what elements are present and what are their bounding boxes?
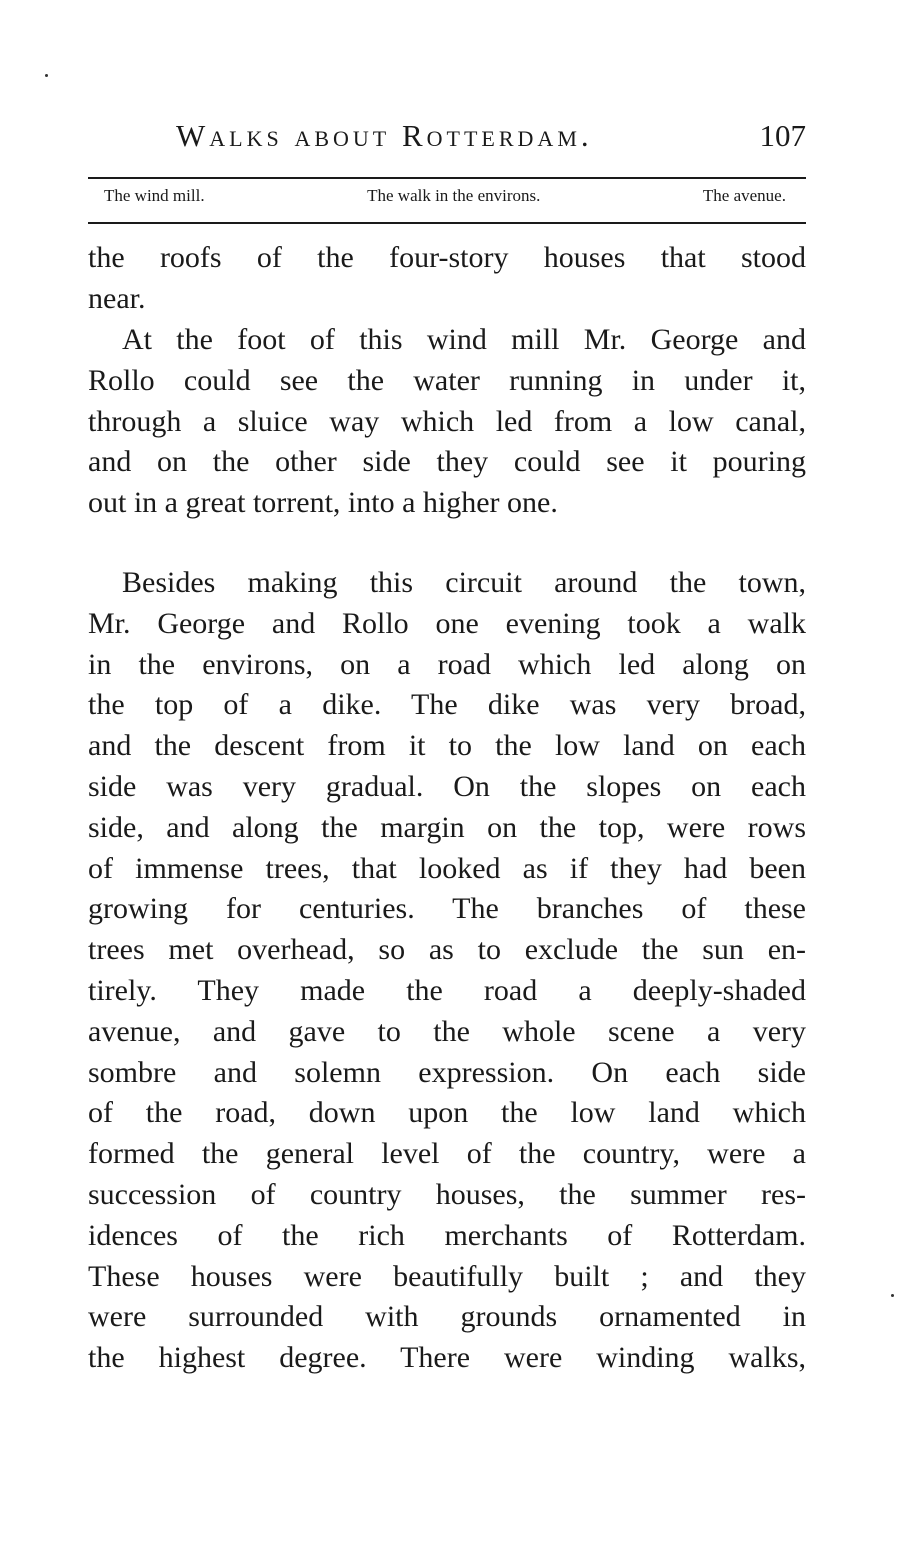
text-line: Mr. George and Rollo one evening took a walk <box>88 606 806 640</box>
text-line: tirely. They made the road a deeply-shaded <box>88 973 806 1007</box>
paragraph-wind-mill <box>88 320 806 524</box>
text-line: and the descent from it to the low land on each <box>88 729 806 763</box>
text-line: and on the other side they could see it pouring <box>88 445 806 479</box>
text-line: of the road, down upon the low land which <box>88 1096 806 1130</box>
header-rule-bottom <box>88 222 806 224</box>
paragraph-environs-walk <box>88 563 806 1379</box>
running-head <box>88 118 806 162</box>
subhead-wind-mill: The wind mill. <box>104 186 205 205</box>
text-line: These houses were beautifully built ; and they <box>88 1259 806 1293</box>
text-line: trees met overhead, so as to exclude the sun en- <box>88 933 806 967</box>
text-line: near. <box>88 281 146 315</box>
paragraph-continuation <box>88 238 806 320</box>
text-line: the highest degree. There were winding walks, <box>88 1341 806 1375</box>
text-line: side was very gradual. On the slopes on each <box>88 769 806 803</box>
text-line: the top of a dike. The dike was very broad, <box>88 688 806 722</box>
text-line: were surrounded with grounds ornamented in <box>88 1300 806 1334</box>
text-line: succession of country houses, the summer res- <box>88 1177 806 1211</box>
text-line: formed the general level of the country, were a <box>88 1137 806 1171</box>
text-line: out in a great torrent, into a higher one. <box>88 486 558 520</box>
section-subheads <box>104 186 786 216</box>
text-line: through a sluice way which led from a low canal, <box>88 404 806 438</box>
text-line: Besides making this circuit around the town, <box>122 566 806 599</box>
text-line: in the environs, on a road which led along on <box>88 647 806 681</box>
running-title: Walks about Rotterdam. <box>176 118 593 153</box>
text-line: side, and along the margin on the top, were rows <box>88 810 806 844</box>
text-line: growing for centuries. The branches of these <box>88 892 806 926</box>
text-line: Rollo could see the water running in under it, <box>88 363 806 397</box>
page-number: 107 <box>759 118 806 153</box>
text-line: of immense trees, that looked as if they had been <box>88 851 806 885</box>
subhead-avenue: The avenue. <box>702 186 786 205</box>
text-line: idences of the rich merchants of Rotterdam. <box>88 1218 806 1252</box>
print-speck <box>891 1294 894 1297</box>
text-line: sombre and solemn expression. On each side <box>88 1055 806 1089</box>
header-rule-top <box>88 177 806 179</box>
subhead-walk-environs: The walk in the environs. <box>367 186 541 205</box>
text-line: At the foot of this wind mill Mr. George and <box>122 323 806 356</box>
print-speck <box>45 74 48 77</box>
text-line: avenue, and gave to the whole scene a very <box>88 1014 806 1048</box>
text-line: the roofs of the four-story houses that stood <box>88 241 806 274</box>
